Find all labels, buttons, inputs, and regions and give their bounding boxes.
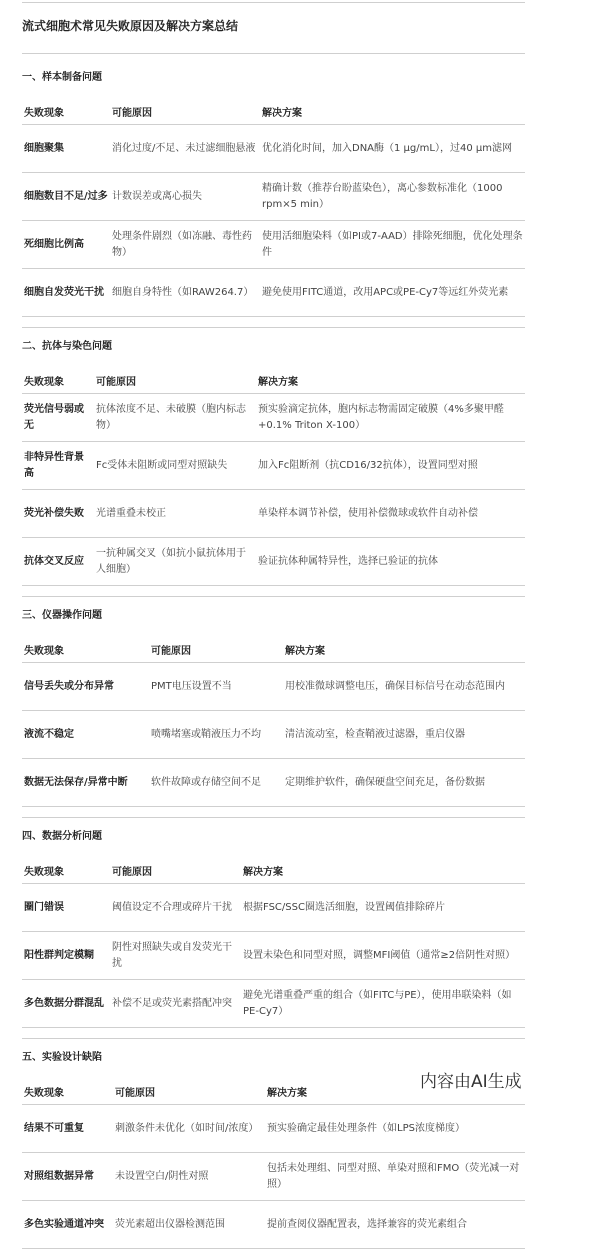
- section-divider: [22, 327, 525, 328]
- solution-cell: 加入Fc阻断剂（抗CD16/32抗体），设置同型对照: [256, 442, 525, 490]
- table-header-row: [22, 98, 525, 125]
- cause-cell: 刺激条件未优化（如时间/浓度）: [113, 1105, 265, 1153]
- section-divider: [22, 1038, 525, 1039]
- solution-cell: 预实验确定最佳处理条件（如LPS浓度梯度）: [265, 1105, 525, 1153]
- table-header-row: [22, 857, 525, 884]
- section-table: [22, 98, 525, 317]
- document: [22, 0, 525, 1249]
- solution-cell: 包括未处理组、同型对照、单染对照和FMO（荧光减一对照）: [265, 1153, 525, 1201]
- solution-cell: 设置未染色和同型对照，调整MFI阈值（通常≥2倍阴性对照）: [241, 932, 525, 980]
- phenomenon-cell: 荧光信号弱或无: [22, 394, 94, 442]
- solution-cell: 根据FSC/SSC圈选活细胞，设置阈值排除碎片: [241, 884, 525, 932]
- table-row: [22, 221, 525, 269]
- cause-cell: 光谱重叠未校正: [94, 490, 256, 538]
- table-row: [22, 442, 525, 490]
- section-title: 二、抗体与染色问题: [22, 341, 112, 352]
- table-row: [22, 125, 525, 173]
- top-divider: [22, 2, 525, 3]
- solution-cell: 用校准微球调整电压，确保目标信号在动态范围内: [283, 663, 525, 711]
- section-table: [22, 1078, 525, 1249]
- cause-cell: 处理条件剧烈（如冻融、毒性药物）: [110, 221, 260, 269]
- phenomenon-cell: 结果不可重复: [22, 1105, 113, 1153]
- cause-cell: 消化过度/不足、未过滤细胞悬液: [110, 125, 260, 173]
- column-header-cause: 可能原因: [110, 857, 241, 884]
- column-header-cause: 可能原因: [110, 98, 260, 125]
- column-header-solution: 解决方案: [283, 636, 525, 663]
- table-row: [22, 173, 525, 221]
- table-row: [22, 1201, 525, 1249]
- section-table: [22, 367, 525, 586]
- solution-cell: 优化消化时间，加入DNA酶（1 μg/mL），过40 μm滤网: [260, 125, 525, 173]
- section-title: 四、数据分析问题: [22, 831, 102, 842]
- solution-cell: 使用活细胞染料（如PI或7-AAD）排除死细胞，优化处理条件: [260, 221, 525, 269]
- cause-cell: 阈值设定不合理或碎片干扰: [110, 884, 241, 932]
- cause-cell: 细胞自身特性（如RAW264.7）: [110, 269, 260, 317]
- phenomenon-cell: 多色实验通道冲突: [22, 1201, 113, 1249]
- phenomenon-cell: 抗体交叉反应: [22, 538, 94, 586]
- cause-cell: 软件故障或存储空间不足: [149, 759, 283, 807]
- table-row: [22, 980, 525, 1028]
- ai-generated-watermark: 内容由AI生成: [420, 1072, 522, 1092]
- solution-cell: 预实验滴定抗体，胞内标志物需固定破膜（4%多聚甲醛+0.1% Triton X-100）: [256, 394, 525, 442]
- phenomenon-cell: 荧光补偿失败: [22, 490, 94, 538]
- cause-cell: 阴性对照缺失或自发荧光干扰: [110, 932, 241, 980]
- table-row: [22, 1153, 525, 1201]
- section-divider: [22, 596, 525, 597]
- table-row: [22, 711, 525, 759]
- phenomenon-cell: 非特异性背景高: [22, 442, 94, 490]
- cause-cell: 喷嘴堵塞或鞘液压力不均: [149, 711, 283, 759]
- section-title: 三、仪器操作问题: [22, 610, 102, 621]
- phenomenon-cell: 细胞数目不足/过多: [22, 173, 110, 221]
- cause-cell: PMT电压设置不当: [149, 663, 283, 711]
- phenomenon-cell: 多色数据分群混乱: [22, 980, 110, 1028]
- column-header-solution: 解决方案: [265, 1078, 525, 1105]
- table-row: [22, 269, 525, 317]
- table-row: [22, 663, 525, 711]
- column-header-solution: 解决方案: [256, 367, 525, 394]
- phenomenon-cell: 数据无法保存/异常中断: [22, 759, 149, 807]
- column-header-solution: 解决方案: [260, 98, 525, 125]
- column-header-phenomenon: 失败现象: [22, 1078, 113, 1105]
- column-header-solution: 解决方案: [241, 857, 525, 884]
- solution-cell: 避免使用FITC通道，改用APC或PE-Cy7等远红外荧光素: [260, 269, 525, 317]
- section-title: 一、样本制备问题: [22, 72, 102, 83]
- cause-cell: 计数误差或离心损失: [110, 173, 260, 221]
- document-title: 流式细胞术常见失败原因及解决方案总结: [22, 19, 239, 33]
- cause-cell: Fc受体未阻断或同型对照缺失: [94, 442, 256, 490]
- solution-cell: 清洁流动室，检查鞘液过滤器，重启仪器: [283, 711, 525, 759]
- column-header-cause: 可能原因: [149, 636, 283, 663]
- table-row: [22, 394, 525, 442]
- column-header-cause: 可能原因: [113, 1078, 265, 1105]
- solution-cell: 提前查阅仪器配置表，选择兼容的荧光素组合: [265, 1201, 525, 1249]
- table-header-row: [22, 636, 525, 663]
- cause-cell: 未设置空白/阴性对照: [113, 1153, 265, 1201]
- cause-cell: 荧光素超出仪器检测范围: [113, 1201, 265, 1249]
- cause-cell: 一抗种属交叉（如抗小鼠抗体用于人细胞）: [94, 538, 256, 586]
- phenomenon-cell: 阳性群判定模糊: [22, 932, 110, 980]
- phenomenon-cell: 圈门错误: [22, 884, 110, 932]
- table-row: [22, 1105, 525, 1153]
- phenomenon-cell: 对照组数据异常: [22, 1153, 113, 1201]
- column-header-phenomenon: 失败现象: [22, 98, 110, 125]
- solution-cell: 避免光谱重叠严重的组合（如FITC与PE），使用串联染料（如PE-Cy7）: [241, 980, 525, 1028]
- solution-cell: 定期维护软件，确保硬盘空间充足，备份数据: [283, 759, 525, 807]
- phenomenon-cell: 液流不稳定: [22, 711, 149, 759]
- phenomenon-cell: 细胞聚集: [22, 125, 110, 173]
- cause-cell: 补偿不足或荧光素搭配冲突: [110, 980, 241, 1028]
- table-header-row: [22, 367, 525, 394]
- cause-cell: 抗体浓度不足、未破膜（胞内标志物）: [94, 394, 256, 442]
- section-table: [22, 857, 525, 1028]
- phenomenon-cell: 死细胞比例高: [22, 221, 110, 269]
- section-divider: [22, 53, 525, 54]
- table-row: [22, 932, 525, 980]
- table-row: [22, 884, 525, 932]
- solution-cell: 验证抗体种属特异性，选择已验证的抗体: [256, 538, 525, 586]
- table-row: [22, 538, 525, 586]
- solution-cell: 精确计数（推荐台盼蓝染色），离心参数标准化（1000 rpm×5 min）: [260, 173, 525, 221]
- column-header-cause: 可能原因: [94, 367, 256, 394]
- section-title: 五、实验设计缺陷: [22, 1052, 102, 1063]
- solution-cell: 单染样本调节补偿，使用补偿微球或软件自动补偿: [256, 490, 525, 538]
- phenomenon-cell: 细胞自发荧光干扰: [22, 269, 110, 317]
- column-header-phenomenon: 失败现象: [22, 367, 94, 394]
- section-divider: [22, 817, 525, 818]
- section-table: [22, 636, 525, 807]
- column-header-phenomenon: 失败现象: [22, 857, 110, 884]
- column-header-phenomenon: 失败现象: [22, 636, 149, 663]
- table-row: [22, 490, 525, 538]
- table-row: [22, 759, 525, 807]
- phenomenon-cell: 信号丢失或分布异常: [22, 663, 149, 711]
